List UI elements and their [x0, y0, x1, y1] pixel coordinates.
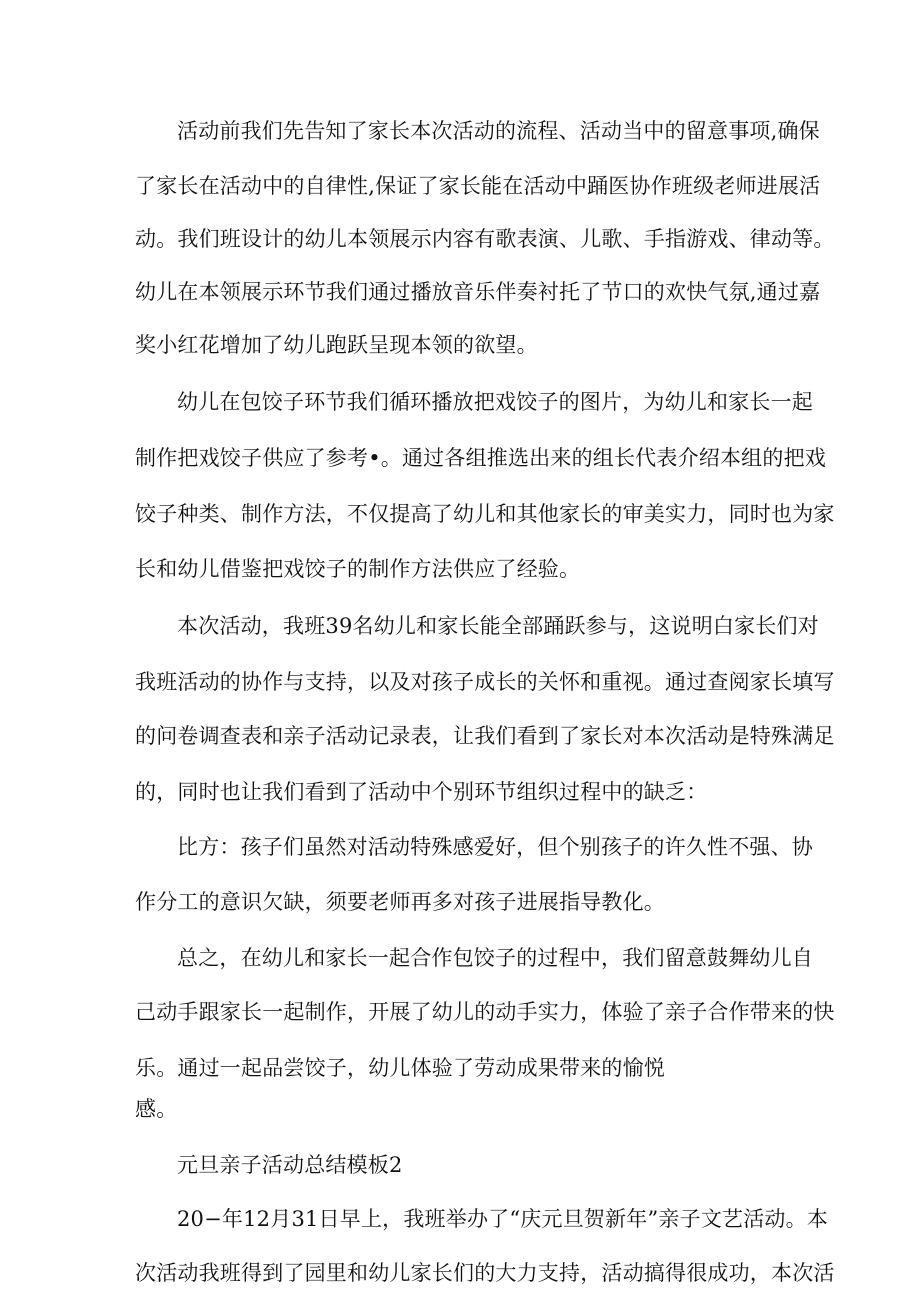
text-line: 感。 — [135, 1097, 178, 1121]
section-heading: 元旦亲子活动总结模板2 — [177, 1153, 403, 1177]
text-line: 的，同时也让我们看到了活动中个别环节组织过程中的缺乏： — [135, 780, 708, 804]
text-line: 我班活动的协作与支持，以及对孩子成长的关怀和重视。通过查阅家长填写 — [135, 670, 835, 694]
text-line: 比方：孩子们虽然对活动特殊感爱好，但个别孩子的许久性不强、协 — [177, 835, 813, 859]
text-line: 饺子种类、制作方法，不仅提高了幼儿和其他家长的审美实力，同时也为家 — [135, 502, 835, 526]
text-line: 制作把戏饺子供应了参考•。通过各组推选出来的组长代表介绍本组的把戏 — [135, 446, 826, 470]
text-line: 20−年12月31日早上，我班举办了“庆元旦贺新年”亲子文艺活动。本 — [177, 1207, 829, 1231]
text-line: 长和幼儿借鉴把戏饺子的制作方法供应了经验。 — [135, 557, 581, 581]
text-line: 动。我们班设计的幼儿本领展示内容有歌表演、儿歌、手指游戏、律动等。 — [135, 227, 835, 251]
text-line: 幼儿在本领展示环节我们通过播放音乐伴奏衬托了节口的欢快气氛,通过嘉 — [135, 280, 821, 304]
text-line: 次活动我班得到了园里和幼儿家长们的大力支持，活动搞得很成功，本次活 — [135, 1261, 835, 1285]
text-line: 了家长在活动中的自律性,保证了家长能在活动中踊医协作班级老师进展活 — [135, 174, 821, 198]
text-line: 活动前我们先告知了家长本次活动的流程、活动当中的留意事项,确保 — [177, 119, 820, 143]
text-line: 己动手跟家长一起制作，开展了幼儿的动手实力，体验了亲子合作带来的快 — [135, 1000, 835, 1024]
text-line: 奖小红花增加了幼儿跑跃呈现本领的欲望。 — [135, 333, 538, 357]
text-line: 幼儿在包饺子环节我们循环播放把戏饺子的图片，为幼儿和家长一起 — [177, 390, 813, 414]
text-line: 乐。通过一起品尝饺子，幼儿体验了劳动成果带来的愉悦 — [135, 1056, 665, 1080]
text-line: 作分工的意识欠缺，须要老师再多对孩子进展指导教化。 — [135, 890, 665, 914]
text-line: 总之，在幼儿和家长一起合作包饺子的过程中，我们留意鼓舞幼儿自 — [177, 946, 813, 970]
text-line: 的问卷调查表和亲子活动记录表，让我们看到了家长对本次活动是特殊满足 — [135, 724, 835, 748]
text-line: 本次活动，我班39名幼儿和家长能全部踊跃参与，这说明白家长们对 — [177, 614, 819, 638]
